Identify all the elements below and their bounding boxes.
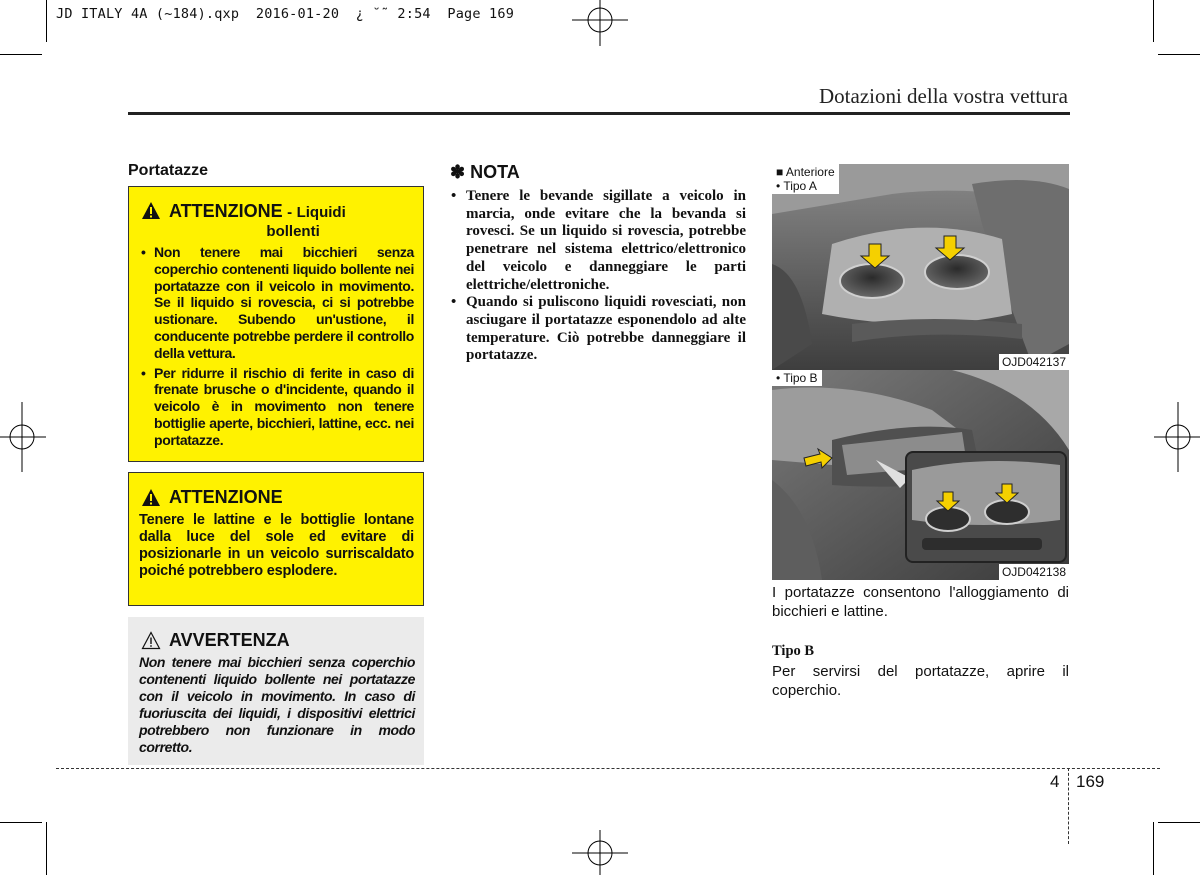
tipo-b-text: Per servirsi del portatazze, aprire il coperchio.	[772, 663, 1069, 699]
page-number-separator	[1068, 768, 1069, 844]
figure-code: OJD042137	[999, 354, 1069, 370]
warning-triangle-icon	[141, 488, 161, 507]
warning-box-cans	[128, 472, 424, 606]
warning-subtitle-2: bollenti	[266, 223, 320, 240]
warning-title: ATTENZIONE	[169, 201, 283, 221]
list-item: • Quando si puliscono liquidi rovesciati, non asciugare il portatazze esponendolo ad alte temperature. Ciò potrebbe danneggiare il portatazze.	[450, 294, 746, 365]
caution-box	[128, 617, 424, 765]
list-item: • Tenere le bevande sigillate a veicolo in marcia, onde evitare che la bevanda si rovesci. Se un liquido si rovescia, potrebbe penetrare nel sistema elettrico/elettronico del veicolo e danneggiare le parti elettriche/elettroniche.	[450, 188, 746, 294]
warning-header	[141, 201, 414, 240]
registration-target-icon	[572, 830, 628, 875]
warning-title: ATTENZIONE	[169, 487, 283, 507]
figure-caption-text: I portatazze consentono l'alloggiamento di bicchieri e lattine.	[772, 584, 1069, 620]
caution-header	[141, 630, 415, 651]
title-rule	[128, 112, 1070, 115]
warning-triangle-icon	[141, 201, 161, 220]
crop-mark	[0, 822, 42, 823]
nota-list	[450, 188, 746, 365]
crop-mark	[1153, 822, 1154, 875]
caution-text: Non tenere mai bicchieri senza coperchio contenenti liquido bollente nei portatazze con il veicolo in movimento. In caso di fuoriuscita dei liquidi, i dispositivi elettrici potrebbero non funzionare in modo corretto.	[139, 654, 415, 755]
tipo-b-heading: Tipo B	[772, 643, 815, 659]
crop-mark	[1158, 54, 1200, 55]
crop-mark	[1158, 822, 1200, 823]
running-title: Dotazioni della vostra vettura	[819, 84, 1068, 108]
cupholder-type-b-illustration	[772, 370, 1069, 580]
figure-cupholder-type-a	[772, 164, 1069, 370]
section-title: Portatazze	[128, 162, 209, 179]
list-item: • Non tenere mai bicchieri senza coperchio contenenti liquido bollente nei portatazze con il veicolo in movimento. Se il liquido si rovescia, ci si potrebbe ustionare. Subendo un'ustione, il conducente potrebbe perdere il controllo della vettura.	[139, 244, 414, 362]
chapter-number: 4	[1050, 772, 1060, 791]
warning-subtitle-1: Liquidi	[296, 204, 346, 221]
title-dash: -	[287, 204, 293, 221]
caution-triangle-icon	[141, 631, 161, 650]
registration-target-icon	[0, 402, 46, 472]
cupholder-type-a-illustration	[772, 164, 1069, 370]
warning-title-block	[169, 201, 346, 240]
warning-header	[141, 487, 414, 508]
warning-bullet-list	[139, 244, 414, 449]
figure-label-line: • Tipo A	[776, 179, 817, 193]
nota-heading	[450, 162, 520, 183]
nota-symbol-icon: ✽	[450, 162, 466, 182]
page-number: 169	[1076, 772, 1105, 791]
nota-title: NOTA	[470, 162, 520, 182]
crop-mark	[46, 822, 47, 875]
caution-title: AVVERTENZA	[169, 630, 290, 650]
figure-label	[772, 164, 839, 194]
figure-code: OJD042138	[999, 564, 1069, 580]
figure-label-line: ■ Anteriore	[776, 165, 835, 179]
registration-target-icon	[572, 0, 628, 46]
figure-cupholder-type-b	[772, 370, 1069, 580]
warning-box-hot-liquids	[128, 186, 424, 462]
list-item: • Per ridurre il rischio di ferite in caso di frenate brusche o d'incidente, quando il veicolo è in movimento non tenere bottiglie aperte, bicchieri, lattine, ecc. nei portatazze.	[139, 365, 414, 449]
file-header: JD ITALY 4A (~184).qxp 2016-01-20 ¿ ˘˜ 2:54 Page 169	[56, 6, 515, 22]
crop-mark	[46, 0, 47, 42]
warning-text: Tenere le lattine e le bottiglie lontane dalla luce del sole ed evitare di posizionarle in un veicolo surriscaldato poiché potrebbero esplodere.	[139, 512, 414, 579]
registration-target-icon	[1154, 402, 1200, 472]
footer-rule	[56, 768, 1160, 769]
crop-mark	[1153, 0, 1154, 42]
crop-mark	[0, 54, 42, 55]
figure-label: • Tipo B	[772, 370, 822, 386]
